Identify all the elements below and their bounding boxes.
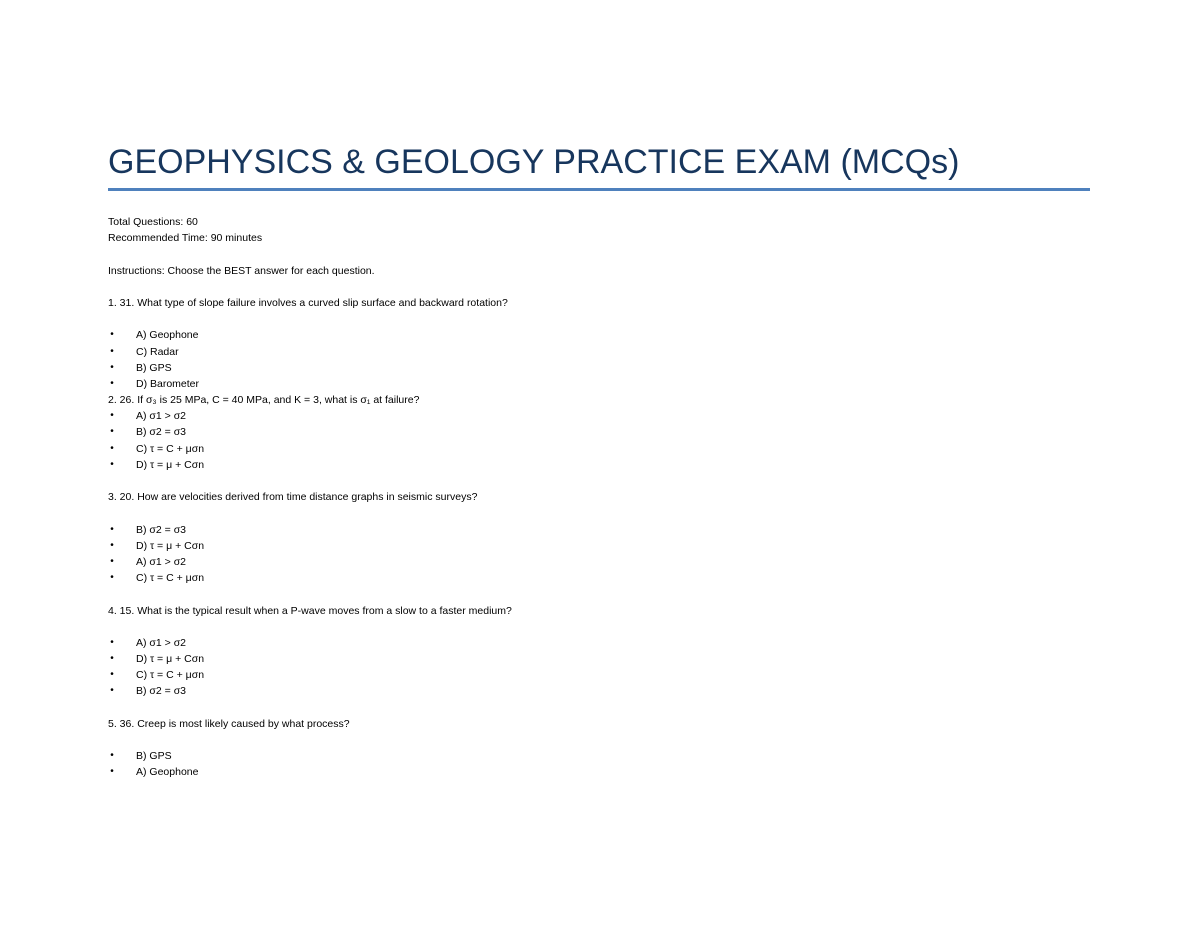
page-title: GEOPHYSICS & GEOLOGY PRACTICE EXAM (MCQs) [108,143,960,181]
question-1: 1. 31. What type of slope failure involves a curved slip surface and backward rotation? [108,296,508,309]
exam-content [108,214,1090,781]
option-text: A) Geophone [136,329,199,342]
spacer [108,246,1090,262]
option-text: C) Radar [136,345,179,358]
spacer [108,473,1090,489]
title-underline [108,188,1090,191]
bullet-icon: • [110,669,114,681]
total-questions: Total Questions: 60 [108,216,198,228]
option-text: D) τ = μ + Cσn [136,653,205,666]
option-text: D) Barometer [136,377,200,390]
option-text: B) σ2 = σ3 [136,426,187,439]
recommended-time: Recommended Time: 90 minutes [108,232,263,245]
spacer [108,586,1090,602]
spacer [108,700,1090,716]
list-item [108,327,1090,343]
option-text: A) σ1 > σ2 [136,410,187,423]
list-item [108,408,1090,424]
option-text: C) τ = C + μσn [136,442,205,455]
spacer [108,279,1090,295]
list-item [108,748,1090,764]
option-text: B) σ2 = σ3 [136,523,187,536]
bullet-icon: • [110,329,114,341]
option-text: B) GPS [136,361,172,374]
list-item [108,570,1090,586]
option-text: C) τ = C + μσn [136,669,205,682]
spacer [108,505,1090,521]
list-item [108,538,1090,554]
question-1-options [108,327,1090,392]
spacer [108,619,1090,635]
bullet-icon: • [110,377,114,389]
list-item [108,457,1090,473]
question-4-options [108,635,1090,700]
instructions: Instructions: Choose the BEST answer for each question. [108,264,375,277]
question-4: 4. 15. What is the typical result when a P-wave moves from a slow to a faster medium? [108,604,512,617]
bullet-icon: • [110,410,114,422]
option-text: D) τ = μ + Cσn [136,539,205,552]
spacer [108,732,1090,748]
option-text: C) τ = C + μσn [136,572,205,585]
option-text: A) σ1 > σ2 [136,636,187,649]
question-2: 2. 26. If σ₃ is 25 MPa, C = 40 MPa, and K = 3, what is σ₁ at failure? [108,394,420,407]
list-item [108,667,1090,683]
list-item [108,344,1090,360]
list-item [108,522,1090,538]
list-item [108,683,1090,699]
bullet-icon: • [110,572,114,584]
list-item [108,441,1090,457]
bullet-icon: • [110,555,114,567]
bullet-icon: • [110,345,114,357]
bullet-icon: • [110,750,114,762]
bullet-icon: • [110,426,114,438]
option-text: A) σ1 > σ2 [136,555,187,568]
list-item [108,651,1090,667]
bullet-icon: • [110,685,114,697]
bullet-icon: • [110,653,114,665]
bullet-icon: • [110,523,114,535]
option-text: A) Geophone [136,766,199,779]
bullet-icon: • [110,442,114,454]
bullet-icon: • [110,636,114,648]
option-text: D) τ = μ + Cσn [136,458,205,471]
bullet-icon: • [110,766,114,778]
question-5-options [108,748,1090,780]
question-5: 5. 36. Creep is most likely caused by what process? [108,717,350,730]
bullet-icon: • [110,539,114,551]
question-3-options [108,522,1090,587]
list-item [108,376,1090,392]
list-item [108,635,1090,651]
list-item [108,424,1090,440]
bullet-icon: • [110,458,114,470]
list-item [108,360,1090,376]
option-text: B) σ2 = σ3 [136,685,187,698]
bullet-icon: • [110,361,114,373]
question-2-options [108,408,1090,473]
list-item [108,554,1090,570]
option-text: B) GPS [136,750,172,763]
list-item [108,764,1090,780]
question-3: 3. 20. How are velocities derived from time distance graphs in seismic surveys? [108,491,478,504]
spacer [108,311,1090,327]
